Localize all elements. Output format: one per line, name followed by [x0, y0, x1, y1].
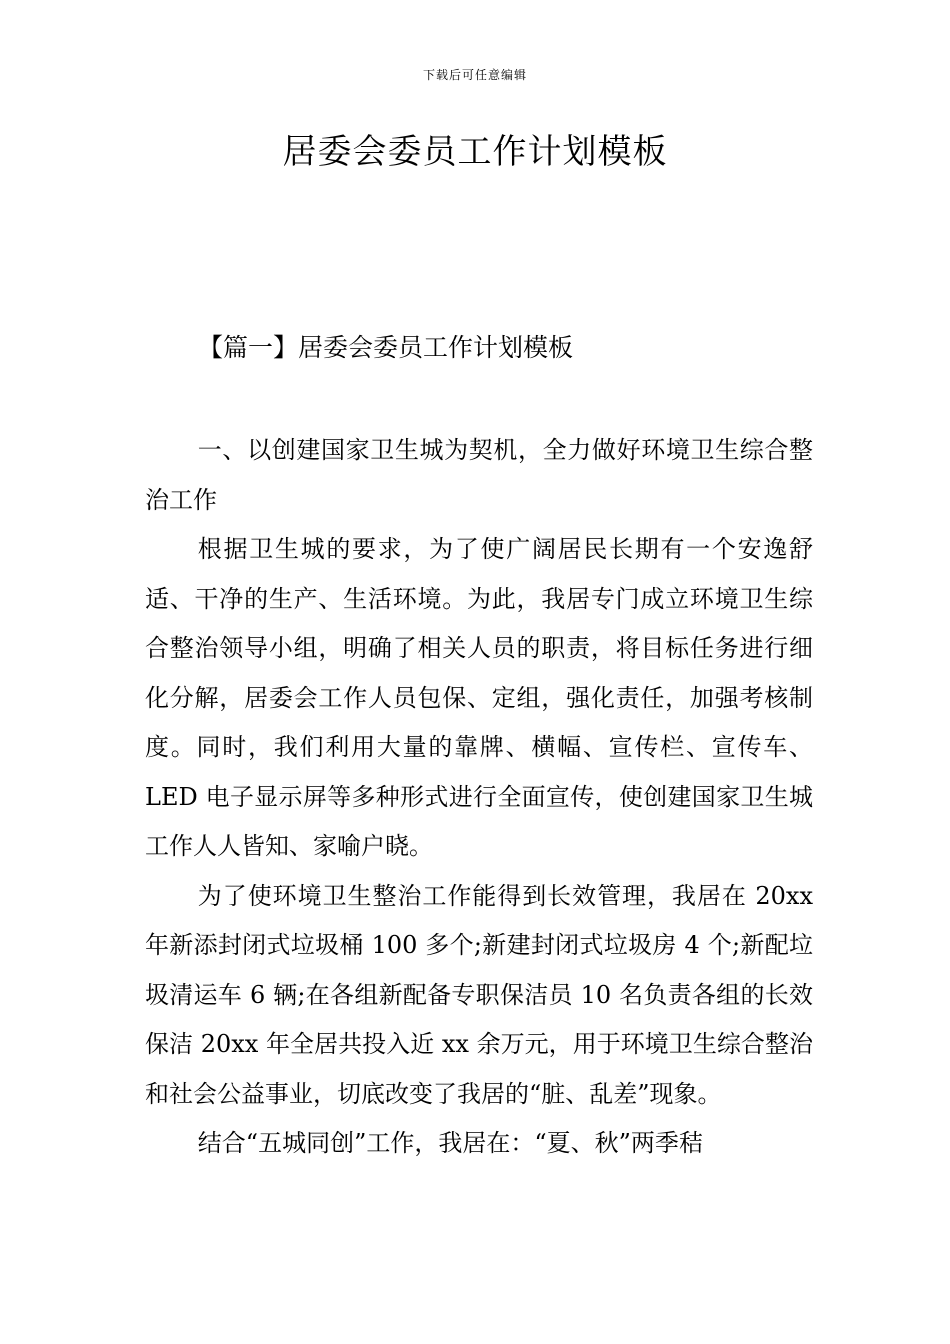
paragraph: 一、以创建国家卫生城为契机，全力做好环境卫生综合整治工作: [145, 436, 813, 514]
paragraph: 结合“五城同创”工作，我居在：“夏、秋”两季秸: [197, 1129, 703, 1157]
document-title: 居委会委员工作计划模板: [282, 132, 668, 172]
document-body: [145, 426, 813, 1169]
section-heading: 【篇一】居委会委员工作计划模板: [198, 333, 574, 362]
header-note: 下载后可任意编辑: [422, 68, 527, 82]
paragraph: 为了使环境卫生整治工作能得到长效管理，我居在 20xx 年新添封闭式垃圾桶 100 多个;新建封闭式垃圾房 4 个;新配垃圾清运车 6 辆;在各组新配备专职保洁员 10 名负责各组的长效保洁 20xx 年全居共投入近 xx 余万元，用于环境卫生综合整治和社会公益事业，切底改变了我居的“脏、乱差”现象。: [145, 881, 813, 1108]
paragraph: 根据卫生城的要求，为了使广阔居民长期有一个安逸舒适、干净的生产、生活环境。为此，我居专门成立环境卫生综合整治领导小组，明确了相关人员的职责，将目标任务进行细化分解，居委会工作人员包保、定组，强化责任，加强考核制度。同时，我们利用大量的靠牌、横幅、宣传栏、宣传车、LED 电子显示屏等多种形式进行全面宣传，使创建国家卫生城工作人人皆知、家喻户晓。: [145, 535, 813, 860]
